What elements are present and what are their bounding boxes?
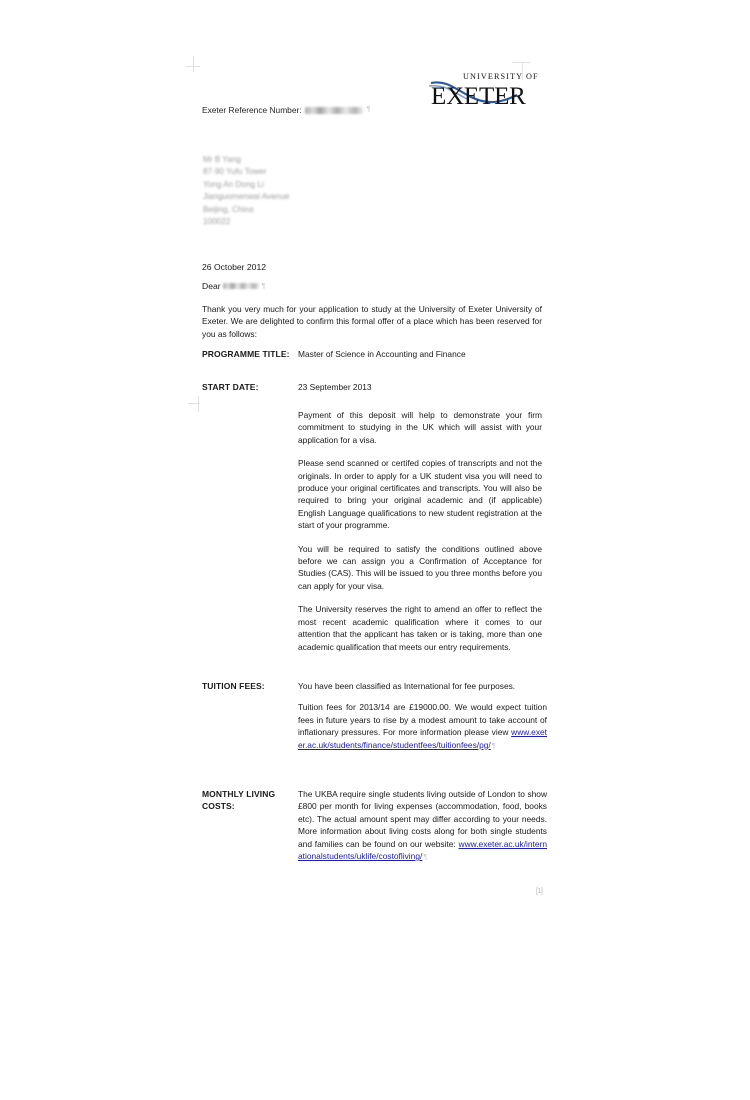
- crop-mark-top-left: [186, 56, 202, 72]
- body-paragraph-deposit: Payment of this deposit will help to demonstrate your firm commitment to studying in the UK which will assist with your application for a visa.: [298, 410, 542, 445]
- living-costs-text: The UKBA require single students living outside of London to show £800 per month for living expenses (accommodation, food, books etc). The actual amount spent may differ according to your needs. More information about living costs along for both single students and families can be found on our website:: [298, 789, 547, 849]
- body-paragraph-transcripts: Please send scanned or certifed copies of transcripts and not the originals. In order to apply for a UK student visa you will need to produce your original certificates and transcripts. You will also be required to bring your original academic and (if applicable) English Language qualifications to new student registration at the start of your programme.: [298, 458, 542, 531]
- address-line-6: 100022: [203, 217, 231, 227]
- pilcrow-mark: ¶: [423, 854, 428, 862]
- tuition-fees-label: TUITION FEES:: [202, 681, 265, 691]
- tuition-fees-link[interactable]: www.exeter.ac.uk/students/finance/studentfees/tuitionfees/pg/: [298, 727, 547, 750]
- pilcrow-mark: ¶: [366, 106, 371, 113]
- tuition-fee-text: Tuition fees for 2013/14 are £19000.00. We would expect tuition fees in future years to rise by a modest amount to take account of inflationary pressures. For more information please view: [298, 702, 547, 738]
- field-row-programme-title: [202, 348, 547, 360]
- body-paragraph-cas: You will be required to satisfy the conditions outlined above before we can assign you a Confirmation of Acceptance for Studies (CAS). This will be issued to you three months before you can apply for your visa.: [298, 543, 542, 591]
- crop-mark-mid-left: [188, 396, 204, 412]
- tuition-fee-classification: You have been classified as International for fee purposes.: [298, 681, 516, 691]
- logo-university-of-text: UNIVERSITY OF: [463, 72, 539, 81]
- field-row-tuition-fees: [202, 680, 547, 753]
- footer-reference-mark: [1]: [536, 888, 543, 895]
- body-paragraph-amend-offer: The University reserves the right to amend an offer to reflect the most recent academic qualification where it comes to our attention that the applicant has taken or is taking, more than one academic qualification that meets our entry requirements.: [298, 604, 542, 652]
- field-row-living-costs: [202, 788, 547, 864]
- living-costs-link[interactable]: www.exeter.ac.uk/internationalstudents/uklife/costofliving/: [298, 838, 547, 862]
- logo-exeter-wordmark: EXETER: [431, 83, 526, 110]
- reference-label: Exeter Reference Number:: [202, 105, 302, 115]
- living-costs-label: MONTHLY LIVING COSTS:: [202, 789, 276, 812]
- recipient-address-block: [203, 154, 353, 228]
- address-line-4: Jianguomenwai Avenue: [203, 192, 290, 202]
- programme-title-label: PROGRAMME TITLE:: [202, 349, 290, 359]
- body-paragraph-group: [298, 409, 542, 653]
- pilcrow-mark: ¶: [491, 742, 496, 750]
- pilcrow-mark: ¶: [261, 282, 266, 290]
- exeter-reference-line: [202, 104, 542, 117]
- address-line-1: Mr B Yang: [203, 155, 241, 164]
- letter-header-block: [202, 104, 542, 119]
- salutation-greeting: Dear: [202, 281, 221, 291]
- reference-number-redacted: [305, 107, 363, 114]
- salutation-line: [202, 281, 265, 291]
- letter-date: 26 October 2012: [202, 262, 267, 272]
- start-date-value: 23 September 2013: [298, 382, 372, 392]
- intro-paragraph: Thank you very much for your application to study at the University of Exeter University of Exeter. We are delighted to confirm this formal offer of a place which has been reserved for you as follows:: [202, 304, 542, 339]
- tuition-fee-details: [298, 701, 547, 753]
- start-date-label: START DATE:: [202, 382, 259, 392]
- field-row-start-date: [202, 381, 547, 393]
- tuition-fees-value: [298, 680, 547, 753]
- address-line-5: Beijing, China: [203, 204, 254, 214]
- living-costs-paragraph: [298, 788, 547, 864]
- recipient-name-redacted: [223, 283, 259, 289]
- address-line-3: Yong An Dong Li: [203, 179, 264, 189]
- programme-title-value: Master of Science in Accounting and Finance: [298, 349, 466, 359]
- living-costs-value: [298, 788, 547, 864]
- address-line-2: 87-90 Yufu Tower: [203, 167, 267, 177]
